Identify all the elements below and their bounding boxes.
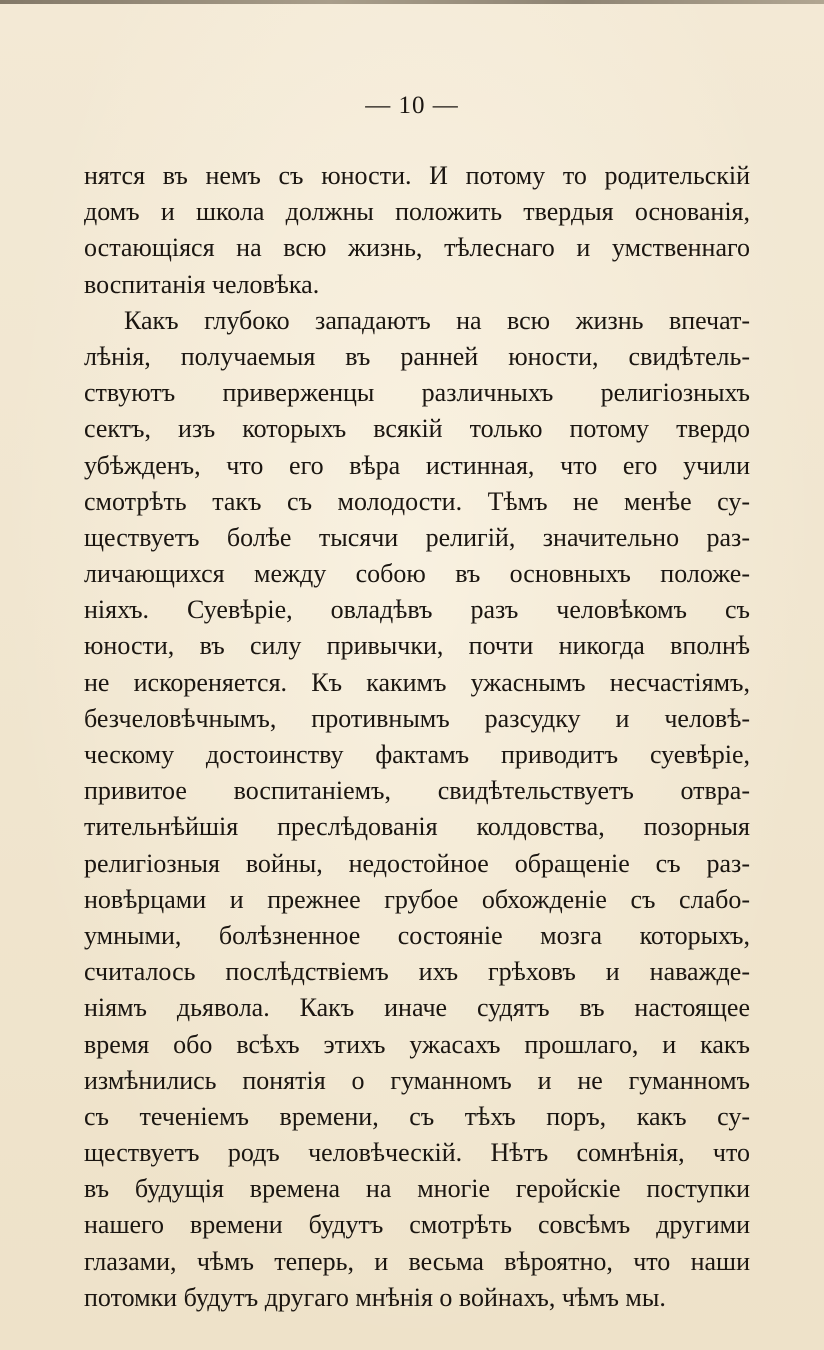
text-line: религіозныя войны, недостойное обращеніе съ раз- [84, 848, 750, 878]
text-line: новѣрцами и прежнее грубое обхожденіе съ слабо- [84, 884, 750, 914]
text-line: смотрѣть такъ съ молодости. Тѣмъ не менѣе су- [84, 486, 750, 516]
text-line: не искореняется. Къ какимъ ужаснымъ несчастіямъ, [84, 667, 750, 697]
text-line: потомки будутъ другаго мнѣнія о войнахъ, чѣмъ мы. [84, 1282, 666, 1312]
body-text [84, 158, 750, 1316]
text-line: ніяхъ. Суевѣріе, овладѣвъ разъ человѣкомъ съ [84, 595, 750, 625]
text-line: съ теченіемъ времени, съ тѣхъ поръ, какъ су- [84, 1101, 750, 1131]
text-line: ществуетъ родъ человѣческій. Нѣтъ сомнѣнія, что [84, 1138, 750, 1168]
text-line: сектъ, изъ которыхъ всякій только потому твердо [84, 414, 750, 444]
text-line: ческому достоинству фактамъ приводитъ суевѣріе, [84, 740, 750, 769]
text-line: умными, болѣзненное состояніе мозга которыхъ, [84, 920, 750, 950]
text-line: безчеловѣчнымъ, противнымъ разсудку и человѣ- [84, 703, 750, 733]
text-line: нятся въ немъ съ юности. И потому то родительскій [84, 161, 750, 190]
text-line: воспитанія человѣка. [84, 269, 320, 299]
text-line: ніямъ дьявола. Какъ иначе судятъ въ настоящее [84, 993, 750, 1023]
text-line: личающихся между собою въ основныхъ положе- [84, 559, 750, 589]
text-line: въ будущія времена на многіе геройскіе поступки [84, 1174, 750, 1204]
text-line: ществуетъ болѣе тысячи религій, значительно раз- [84, 522, 750, 552]
text-line: лѣнія, получаемыя въ ранней юности, свидѣтель- [84, 341, 750, 371]
text-line: привитое воспитаніемъ, свидѣтельствуетъ отвра- [84, 776, 750, 806]
page-number: — 10 — [365, 92, 459, 119]
text-line: Какъ глубоко западаютъ на всю жизнь впечат- [124, 305, 750, 335]
text-line: считалось послѣдствіемъ ихъ грѣховъ и наважде- [84, 957, 750, 987]
text-line: юности, въ силу привычки, почти никогда вполнѣ [84, 631, 750, 661]
text-line: глазами, чѣмъ теперь, и весьма вѣроятно, что наши [84, 1246, 750, 1276]
text-line: остающіяся на всю жизнь, тѣлеснаго и умственнаго [84, 233, 750, 263]
text-line: нашего времени будутъ смотрѣть совсѣмъ другими [84, 1210, 750, 1240]
text-line: время обо всѣхъ этихъ ужасахъ прошлаго, и какъ [84, 1029, 750, 1059]
page-top-edge [0, 0, 824, 4]
text-line: домъ и школа должны положить твердыя основанія, [84, 197, 750, 227]
text-line: тительнѣйшія преслѣдованія колдовства, позорныя [84, 812, 750, 842]
text-line: ствуютъ приверженцы различныхъ религіозныхъ [84, 378, 750, 408]
text-line: убѣжденъ, что его вѣра истинная, что его учили [84, 450, 750, 480]
text-line: измѣнились понятія о гуманномъ и не гуманномъ [84, 1065, 750, 1095]
